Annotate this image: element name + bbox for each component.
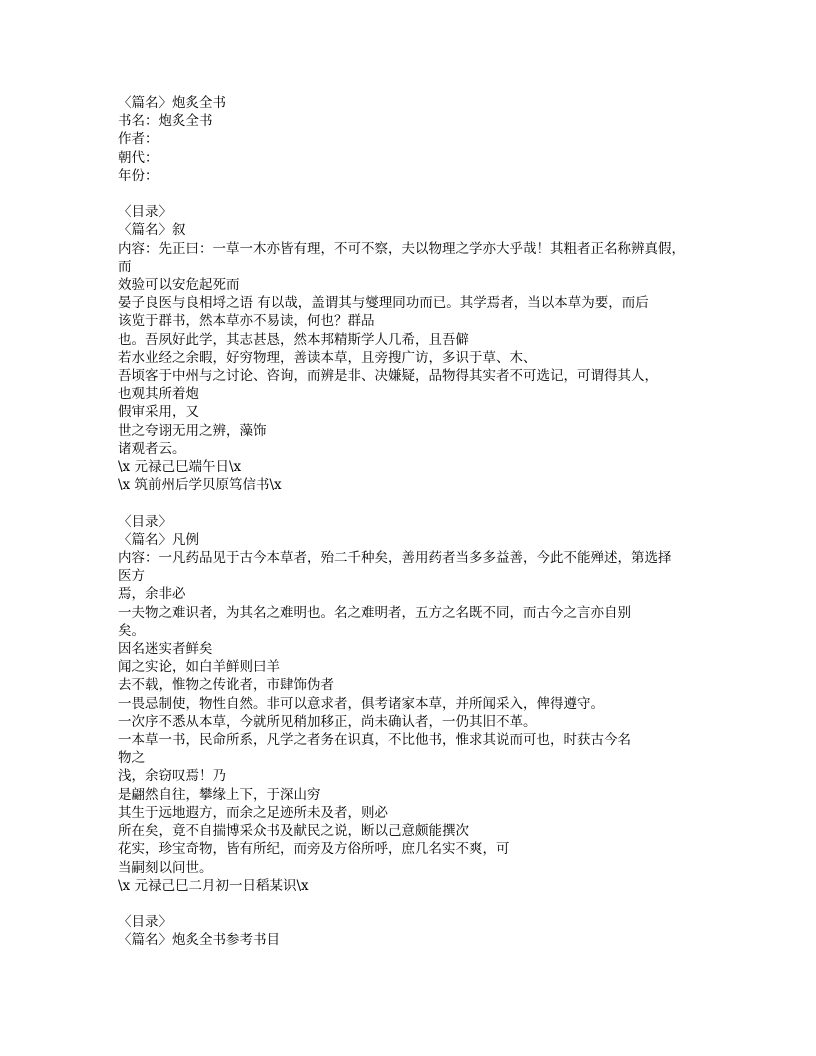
section-text-line: 医方	[118, 568, 145, 585]
section-text-line: \x 元禄己巳二月初一日稻某识\x	[118, 877, 309, 894]
section-text-line: 世之夸诩无用之辨，藻饰	[118, 422, 267, 439]
document-section	[118, 203, 708, 494]
section-text-line: \x 筑前州后学贝原笃信书\x	[118, 477, 282, 494]
header-dynasty: 朝代：	[118, 149, 159, 166]
document-section	[118, 513, 708, 895]
section-title: 〈篇名〉叙	[118, 222, 186, 239]
document-section	[118, 913, 708, 949]
section-text-line: 假审采用，又	[118, 404, 199, 421]
section-spacer	[118, 494, 708, 512]
section-spacer	[118, 185, 708, 203]
header-book-name: 书名：炮炙全书	[118, 113, 213, 130]
section-toc-label: 〈目录〉	[118, 513, 172, 530]
section-text-line: 矣。	[118, 622, 145, 639]
section-text-line: 吾顷客于中州与之讨论、咨询，而辨是非、决嫌疑，品物得其实者不可选记，可谓得其人，	[118, 368, 658, 385]
header-author: 作者：	[118, 131, 159, 148]
document-sections	[118, 185, 708, 949]
section-text-line: 一本草一书，民命所系，凡学之者务在识真，不比他书，惟求其说而可也，时获古今名	[118, 732, 631, 749]
section-text-line: 花实，珍宝奇物，皆有所纪，而旁及方俗所呼，庶几名实不爽，可	[118, 841, 510, 858]
section-text-line: 也观其所着炮	[118, 386, 199, 403]
section-text-line: 而	[118, 258, 132, 275]
section-text-line: 晏子良医与良相埒之语 有以哉，盖谓其与燮理同功而已。其学焉者，当以本草为要，而后	[118, 295, 649, 312]
section-text-line: 浅，余窃叹焉！乃	[118, 768, 226, 785]
section-text-line: \x 元禄己巳端午日\x	[118, 459, 242, 476]
section-toc-label: 〈目录〉	[118, 914, 172, 931]
section-text-line: 闻之实论，如白羊鲜则曰羊	[118, 659, 280, 676]
section-text-line: 内容：先正曰：一草一木亦皆有理，不可不察，夫以物理之学亦大乎哉！其粗者正名称辨真假，	[118, 240, 685, 257]
section-text-line: 也。吾夙好此学，其志甚恳，然本邦精斯学人几希，且吾僻	[118, 331, 469, 348]
document-header	[118, 94, 708, 185]
section-spacer	[118, 895, 708, 913]
section-text-line: 一夫物之难识者，为其名之难明也。名之难明者，五方之名既不同，而古今之言亦自别	[118, 604, 631, 621]
section-text-line: 若水业经之余暇，好穷物理，善读本草，且旁搜广访，多识于草、木、	[118, 349, 537, 366]
document-page	[118, 94, 708, 950]
section-title: 〈篇名〉炮炙全书参考书目	[118, 932, 280, 949]
section-text-line: 所在矣，竟不自揣博采众书及献民之说，断以己意颇能撰次	[118, 823, 469, 840]
section-text-line: 效验可以安危起死而	[118, 277, 240, 294]
section-text-line: 一次序不悉从本草，今就所见稍加移正，尚未确认者，一仍其旧不革。	[118, 713, 537, 730]
section-text-line: 去不载，惟物之传讹者，市肆饰伪者	[118, 677, 334, 694]
section-text-line: 是翩然自往，攀缘上下，于深山穷	[118, 786, 321, 803]
section-text-line: 该览于群书，然本草亦不易读，何也？群品	[118, 313, 375, 330]
section-text-line: 其生于远地遐方，而余之足迹所未及者，则必	[118, 804, 388, 821]
section-text-line: 诸观者云。	[118, 440, 186, 457]
section-text-line: 因名迷实者鲜矣	[118, 641, 213, 658]
section-text-line: 焉，余非必	[118, 586, 186, 603]
section-text-line: 当嗣刻以问世。	[118, 859, 213, 876]
section-text-line: 物之	[118, 750, 145, 767]
section-toc-label: 〈目录〉	[118, 204, 172, 221]
section-text-line: 一畏忌制使，物性自然。非可以意求者，俱考诸家本草，并所闻采入，俾得遵守。	[118, 695, 604, 712]
header-year: 年份：	[118, 167, 159, 184]
section-text-line: 内容：一凡药品见于古今本草者，殆二千种矣，善用药者当多多益善，今此不能殚述，第选择	[118, 550, 672, 567]
section-title: 〈篇名〉凡例	[118, 531, 199, 548]
header-title-line: 〈篇名〉炮炙全书	[118, 95, 226, 111]
